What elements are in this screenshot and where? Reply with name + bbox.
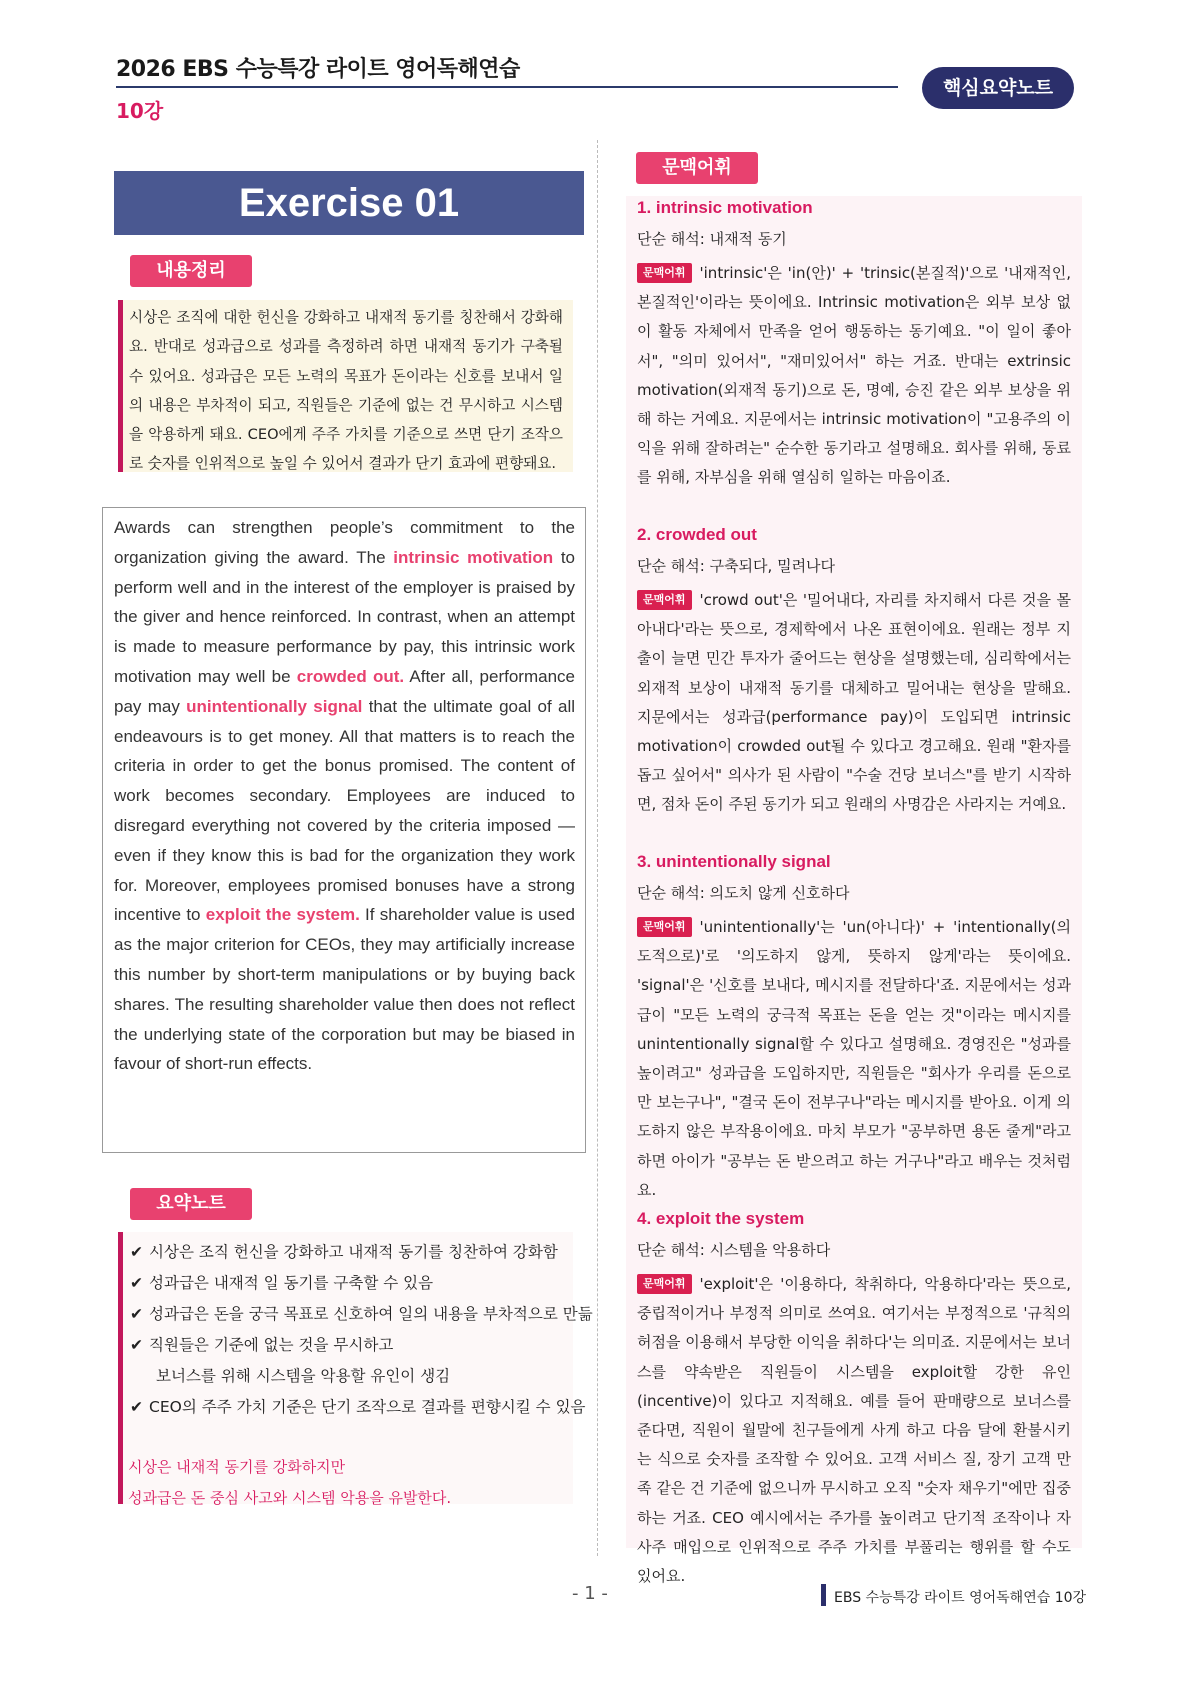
conclusion-line-1: 시상은 내재적 동기를 강화하지만 (128, 1458, 346, 1476)
check-icon: ✔ (130, 1336, 143, 1354)
check-icon: ✔ (130, 1243, 143, 1261)
vocab-body-4: 문맥어휘 'exploit'은 '이용하다, 착취하다, 악용하다'라는 뜻으로, 중립적이거나 부정적 의미로 쓰여요. 여기서는 부정적으로 '규칙의 허점을 이용해서 부당한 이익을 취하다'는 의미죠. 지문에서는 보너스를 약속받은 직원들이 시스템을 exploit할 강한 유인(incentive)이 있다고 지적해요. 예를 들어 판매량으로 보너스를 준다면, 직원이 월말에 친구들에게 사게 하고 다음 달에 환불시키는 식으로 숫자를 조작할 수 있어요. 고객 서비스 질, 장기 고객 만족 같은 건 기준에 없으니까 무시하고 오직 "숫자 채우기"에만 집중하는 거죠. CEO 예시에서는 주가를 높이려고 단기적 조작이나 자사주 매입으로 인위적으로 주주 가치를 부풀리는 행위를 할 수도 있어요. (637, 1275, 1071, 1586)
vocab-simple-1: 단순 해석: 내재적 동기 (637, 230, 787, 248)
vocab-heading-1: 1. intrinsic motivation (637, 198, 813, 217)
check-icon: ✔ (130, 1274, 143, 1292)
context-mini-tag: 문맥어휘 (637, 917, 692, 937)
vocab-heading-3: 3. unintentionally signal (637, 852, 831, 871)
vocab-simple-3: 단순 해석: 의도치 않게 신호하다 (637, 884, 850, 902)
vocab-heading-4: 4. exploit the system (637, 1209, 805, 1228)
lesson-number: 10강 (116, 99, 164, 123)
note-item: ✔ 성과급은 내재적 일 동기를 구축할 수 있음 (130, 1274, 434, 1292)
vocab-body-1: 문맥어휘 'intrinsic'은 'in(안)' + 'trinsic(본질적)'으로 '내재적인, 본질적인'이라는 뜻이에요. Intrinsic motivation은 외부 보상 없이 활동 자체에서 만족을 얻어 행동하는 동기예요. "이 일이 좋아서", "의미 있어서", "재미있어서" 하는 거죠. 반대는 extrinsic motivation(외재적 동기)으로 돈, 명예, 승진 같은 외부 보상을 위해 하는 거예요. 지문에서는 intrinsic motivation이 "고용주의 이익을 위해 잘하려는" 순수한 동기라고 설명해요. 회사를 위해, 동료를 위해, 자부심을 위해 열심히 일하는 마음이죠. (637, 264, 1071, 487)
context-mini-tag: 문맥어휘 (637, 1274, 692, 1294)
summary-note-badge: 핵심요약노트 (922, 67, 1074, 109)
highlight-unintentionally-signal: unintentionally signal (186, 696, 363, 716)
footer-text: EBS 수능특강 라이트 영어독해연습 10강 (834, 1590, 1087, 1606)
vocab-heading-2: 2. crowded out (637, 525, 757, 544)
conclusion-line-2: 성과급은 돈 중심 사고와 시스템 악용을 유발한다. (128, 1489, 452, 1507)
header-title: 2026 EBS 수능특강 라이트 영어독해연습 (116, 57, 520, 82)
page-number: - 1 - (572, 1583, 608, 1604)
column-divider (597, 140, 598, 1556)
vocab-simple-2: 단순 해석: 구축되다, 밀려나다 (637, 557, 836, 575)
note-item: ✔ 시상은 조직 헌신을 강화하고 내재적 동기를 칭찬하여 강화함 (130, 1243, 558, 1261)
highlight-crowded-out: crowded out. (296, 666, 405, 686)
note-item-continued: 보너스를 위해 시스템을 악용할 유인이 생김 (156, 1367, 451, 1385)
context-mini-tag: 문맥어휘 (637, 590, 692, 610)
check-icon: ✔ (130, 1305, 143, 1323)
note-item: ✔ 성과급은 돈을 궁극 목표로 신호하여 일의 내용을 부차적으로 만듦 (130, 1305, 593, 1323)
notes-tag: 요약노트 (130, 1188, 252, 1220)
context-mini-tag: 문맥어휘 (637, 263, 692, 283)
note-item: ✔ CEO의 주주 가치 기준은 단기 조작으로 결과를 편향시킬 수 있음 (130, 1398, 586, 1416)
passage-text: Awards can strengthen people’s commitment to the organization giving the award. The intrinsic motivation to perform well and in the interest of the employer is praised by the giver and hence reinforced. In contrast, when an attempt is made to measure performance by pay, this intrinsic work motivation may well be crowded out. After all, performance pay may unintentionally signal that the ultimate goal of all endeavours is to get money. All that matters is to reach the criteria in order to get the bonus promised. The content of work becomes secondary. Employees are induced to disregard everything not covered by the criteria imposed — even if they know this is bad for the organization they work for. Moreover, employees promised bonuses have a strong incentive to exploit the system. If shareholder value is used as the major criterion for CEOs, they may artificially increase this number by short-term manipulations or by buying back shares. The resulting shareholder value then does not reflect the underlying state of the corporation but may be biased in favour of short-run effects. (114, 518, 575, 1074)
vocab-body-2: 문맥어휘 'crowd out'은 '밀어내다, 자리를 차지해서 다른 것을 몰아내다'라는 뜻으로, 경제학에서 나온 표현이에요. 원래는 정부 지출이 늘면 민간 투자가 줄어드는 현상을 설명했는데, 심리학에서는 외재적 보상이 내재적 동기를 대체하고 밀어내는 현상을 말해요. 지문에서는 성과급(performance pay)이 도입되면 intrinsic motivation이 crowded out될 수 있다고 경고해요. 원래 "환자를 돕고 싶어서" 의사가 된 사람이 "수술 건당 보너스"를 받기 시작하면, 점차 돈이 주된 동기가 되고 원래의 사명감은 사라지는 거예요. (637, 591, 1071, 814)
summary-text: 시상은 조직에 대한 헌신을 강화하고 내재적 동기를 칭찬해서 강화해요. 반대로 성과급으로 성과를 측정하려 하면 내재적 동기가 구축될 수 있어요. 성과급은 모든 노력의 목표가 돈이라는 신호를 보내서 일의 내용은 부차적이 되고, 직원들은 기준에 없는 건 무시하고 시스템을 악용하게 돼요. CEO에게 주주 가치를 기준으로 쓰면 단기 조작으로 숫자를 인위적으로 높일 수 있어서 결과가 단기 효과에 편향돼요. (129, 309, 563, 473)
context-vocab-tag: 문맥어휘 (636, 152, 758, 184)
note-item: ✔ 직원들은 기준에 없는 것을 무시하고 (130, 1336, 394, 1354)
highlight-intrinsic-motivation: intrinsic motivation (393, 547, 554, 567)
exercise-title: Exercise 01 (114, 171, 584, 235)
footer-bar (821, 1584, 826, 1606)
vocab-simple-4: 단순 해석: 시스템을 악용하다 (637, 1241, 831, 1259)
highlight-exploit-the-system: exploit the system. (205, 905, 360, 925)
vocab-body-3: 문맥어휘 'unintentionally'는 'un(아니다)' + 'intentionally(의도적으로)'로 '의도하지 않게, 뜻하지 않게'라는 뜻이에요. 'signal'은 '신호를 보내다, 메시지를 전달하다'죠. 지문에서는 성과급이 "모든 노력의 궁극적 목표는 돈을 얻는 것"이라는 메시지를 unintentionally signal할 수 있다고 설명해요. 경영진은 "성과를 높이려고" 성과급을 도입하지만, 직원들은 "회사가 우리를 돈으로만 보는구나", "결국 돈이 전부구나"라는 메시지를 받아요. 이게 의도하지 않은 부작용이에요. 마치 부모가 "공부하면 용돈 줄게"라고 하면 아이가 "공부는 돈 받으려고 하는 거구나"라고 배우는 것처럼요. (637, 918, 1071, 1199)
check-icon: ✔ (130, 1398, 143, 1416)
header-divider (116, 86, 898, 88)
summary-tag: 내용정리 (130, 255, 252, 287)
